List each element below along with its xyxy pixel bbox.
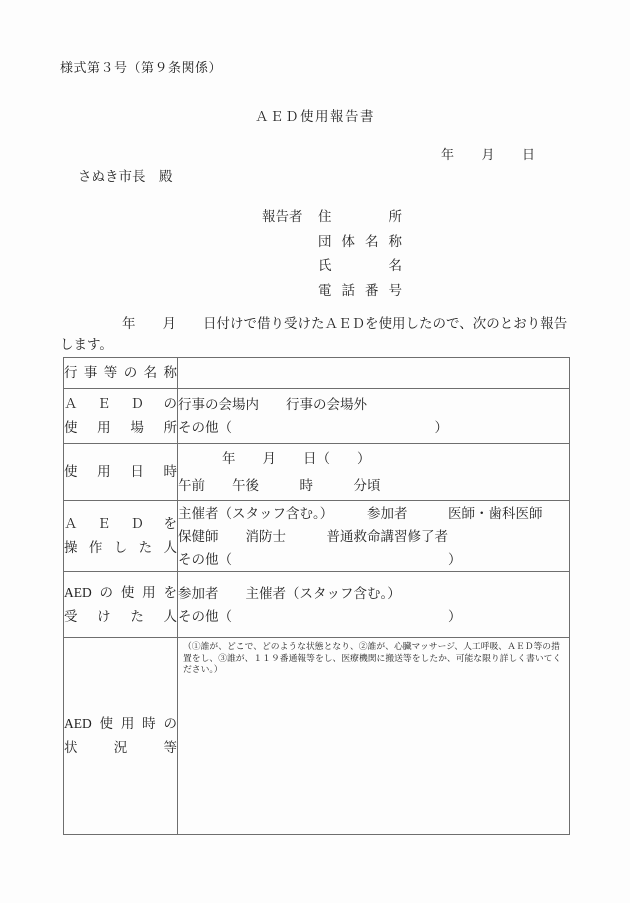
content-line: 保健師 消防士 普通救命講習修了者 [178, 528, 448, 544]
label-line: 受けた人 [64, 608, 177, 624]
reporter-field-name: 氏名 [318, 258, 402, 274]
reporter-label-spacer [262, 279, 318, 304]
cell-situation-value [178, 638, 570, 835]
form-number: 様式第３号（第９条関係） [60, 60, 223, 75]
label-line: AEDの使用を [64, 584, 177, 600]
row-operator [64, 501, 570, 572]
content-line: 参加者 主催者（スタッフ含む。） [178, 585, 401, 601]
page-title: ＡＥＤ使用報告書 [255, 109, 375, 124]
row-recipient [64, 572, 570, 638]
row-situation [64, 638, 570, 835]
cell-usage-datetime-value [178, 444, 570, 501]
reporter-label-spacer [262, 254, 318, 279]
cell-operator-value [178, 501, 570, 572]
content-line: その他（ ） [178, 420, 448, 435]
label-line: 使用日時 [64, 464, 177, 479]
content-line: その他（ ） [178, 608, 462, 624]
content-line: 主催者（スタッフ含む。） 参加者 医師・歯科医師 [178, 505, 543, 521]
content-line: 年 月 日（ ） [222, 451, 371, 466]
reporter-field-address: 住所 [318, 209, 402, 224]
addressee: さぬき市長 殿 [78, 169, 173, 184]
cell-usage-place-label [64, 389, 178, 444]
label-line: ＡＥＤを [64, 516, 177, 531]
reporter-line-address [262, 205, 402, 230]
cell-event-name-label [64, 358, 178, 389]
reporter-line-phone [262, 279, 402, 304]
cell-recipient-value [178, 572, 570, 638]
cell-event-name-value [178, 358, 570, 389]
reporter-line-org [262, 230, 402, 255]
row-usage-place [64, 389, 570, 444]
label-line: ＡＥＤの [64, 396, 177, 411]
cell-recipient-label [64, 572, 178, 638]
cell-usage-place-value [178, 389, 570, 444]
intro-paragraph [60, 313, 574, 355]
label-line: 状 況 等 [64, 740, 177, 755]
reporter-line-name [262, 254, 402, 279]
cell-operator-label [64, 501, 178, 572]
intro-line-2: します。 [60, 337, 113, 352]
reporter-section [262, 205, 402, 303]
date-line: 年 月 日 [441, 147, 536, 162]
cell-situation-label [64, 638, 178, 835]
reporter-label: 報告者 [262, 209, 303, 224]
label-line: 使用場所 [64, 420, 177, 435]
label-line: AED使用時の [64, 716, 177, 731]
report-table [63, 357, 570, 835]
reporter-label-spacer [262, 230, 318, 255]
row-event-name [64, 358, 570, 389]
intro-line-1: 年 月 日付けで借り受けたＡＥＤを使用したので、次のとおり報告 [122, 316, 568, 331]
content-line: 午前 午後 時 分頃 [178, 478, 381, 493]
label-line: 操作した人 [64, 540, 177, 555]
reporter-field-phone: 電話番号 [318, 282, 402, 298]
row-usage-datetime [64, 444, 570, 501]
cell-usage-datetime-label [64, 444, 178, 501]
reporter-field-org-name: 団体名称 [318, 233, 402, 249]
content-line: その他（ ） [178, 551, 462, 567]
label-line: 行事等の名称 [64, 365, 177, 380]
content-line: 行事の会場内 行事の会場外 [178, 397, 367, 412]
situation-note: （①誰が、どこで、どのような状態となり、②誰が、心臓マッサージ、人工呼吸、ＡＥＤ等の措置をし、③誰が、１１９番通報等をし、医療機関に搬送等をしたか、可能な限り詳しく書いてください。） [183, 641, 562, 674]
